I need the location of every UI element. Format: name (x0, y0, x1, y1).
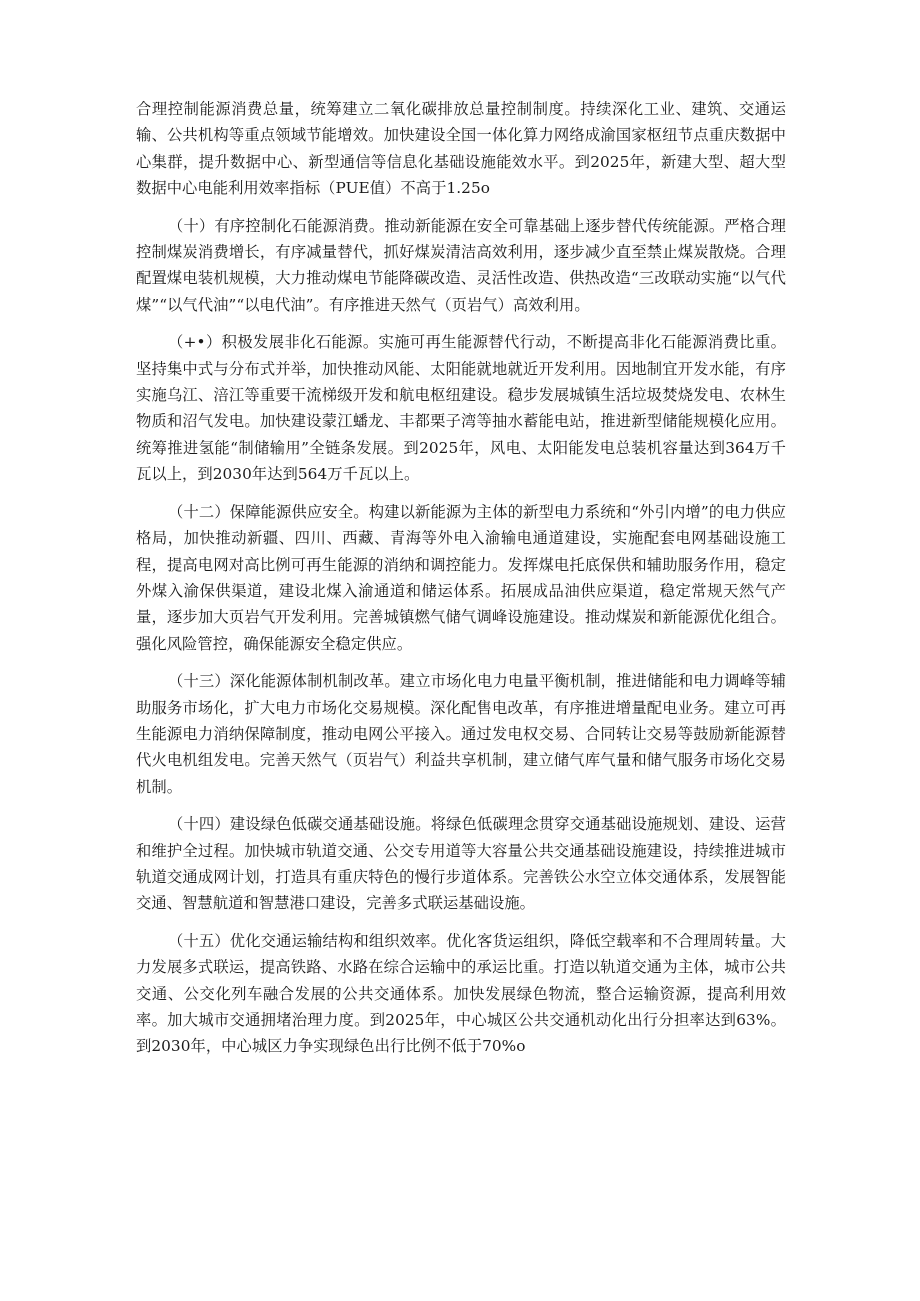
paragraph-energy-consumption-control: 合理控制能源消费总量，统筹建立二氧化碳排放总量控制制度。持续深化工业、建筑、交通运输、公共机构等重点领域节能增效。加快建设全国一体化算力网络成渝国家枢纽节点重庆数据中心集群，提升数据中心、新型通信等信息化基础设施能效水平。到2025年，新建大型、超大型数据中心电能利用效率指标（PUE值）不高于1.25o (136, 100, 786, 198)
paragraph-section-12: （十二）保障能源供应安全。构建以新能源为主体的新型电力系统和“外引内增”的电力供应格局，加快推动新疆、四川、西藏、青海等外电入渝输电通道建设，实施配套电网基础设施工程，提高电网对高比例可再生能源的消纳和调控能力。发挥煤电托底保供和辅助服务作用，稳定外煤入渝保供渠道，建设北煤入渝通道和储运体系。拓展成品油供应渠道，稳定常规天然气产量，逐步加大页岩气开发利用。完善城镇燃气储气调峰设施建设。推动煤炭和新能源优化组合。强化风险管控，确保能源安全稳定供应。 (136, 502, 786, 653)
paragraph-section-15: （十五）优化交通运输结构和组织效率。优化客货运组织，降低空载率和不合理周转量。大力发展多式联运，提高铁路、水路在综合运输中的承运比重。打造以轨道交通为主体，城市公共交通、公交化列车融合发展的公共交通体系。加快发展绿色物流，整合运输资源，提高利用效率。加大城市交通拥堵治理力度。到2025年，中心城区公共交通机动化出行分担率达到63%。到2030年，中心城区力争实现绿色出行比例不低于70%o (136, 931, 786, 1056)
paragraph-section-11: （+•）积极发展非化石能源。实施可再生能源替代行动，不断提高非化石能源消费比重。坚持集中式与分布式并举，加快推动风能、太阳能就地就近开发利用。因地制宜开发水能，有序实施乌江、涪江等重要干流梯级开发和航电枢纽建设。稳步发展城镇生活垃圾焚烧发电、农林生物质和沼气发电。加快建设蒙江蟠龙、丰都栗子湾等抽水蓄能电站，推进新型储能规模化应用。统筹推进氢能“制储输用”全链条发展。到2025年，风电、太阳能发电总装机容量达到364万千瓦以上，到2030年达到564万千瓦以上。 (136, 333, 786, 484)
paragraph-section-14: （十四）建设绿色低碳交通基础设施。将绿色低碳理念贯穿交通基础设施规划、建设、运营和维护全过程。加快城市轨道交通、公交专用道等大容量公共交通基础设施建设，持续推进城市轨道交通成网计划，打造具有重庆特色的慢行步道体系。完善铁公水空立体交通体系，发展智能交通、智慧航道和智慧港口建设，完善多式联运基础设施。 (136, 815, 786, 913)
paragraph-section-10: （十）有序控制化石能源消费。推动新能源在安全可靠基础上逐步替代传统能源。严格合理控制煤炭消费增长，有序减量替代，抓好煤炭清洁高效利用，逐步减少直至禁止煤炭散烧。合理配置煤电装机规模，大力推动煤电节能降碳改造、灵活性改造、供热改造“三改联动实施“以气代煤”“以气代油”“以电代油”。有序推进天然气（页岩气）高效利用。 (136, 216, 786, 314)
paragraph-section-13: （十三）深化能源体制机制改革。建立市场化电力电量平衡机制，推进储能和电力调峰等辅助服务市场化，扩大电力市场化交易规模。深化配售电改革，有序推进增量配电业务。建立可再生能源电力消纳保障制度，推动电网公平接入。通过发电权交易、合同转让交易等鼓励新能源替代火电机组发电。完善天然气（页岩气）利益共享机制，建立储气库气量和储气服务市场化交易机制。 (136, 672, 786, 796)
